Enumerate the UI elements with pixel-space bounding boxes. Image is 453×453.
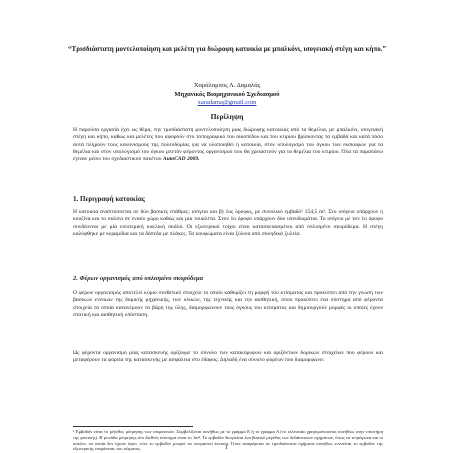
author-affiliation: Μηχανικός Βιομηχανικού Σχεδιασμού <box>174 90 280 98</box>
page-number: 1 <box>225 445 228 451</box>
abstract-body: Η παρούσα εργασία έχει ως θέμα, την τρισδιάστατη μοντελοποίηση μιας διώροφης κατοικίας από τα θεμέλια, με μπαλκόνι, ισογειακή στέγη και κήπο, καθώς και μελέτες που αφορούν στο τοπογραφικό του οικοπέδου και του κτιρίου βρίσκοντας τα εμβαδά και κατά πόσο αυτά πληρούν τους κανονισμούς της πολεοδομίας για να υλοποιηθεί η κατοικία, στον υπολογισμό του όγκου των εκσκαφών για τα θεμέλια και στον υπολογισμό του όγκου μπετόν φέροντος οργανισμού που θα χρειαστούν για τα θεμέλια του κτιρίου. Όλα τα παραπάνω έγιναν μέσω του σχεδιαστικού πακέτου <box>73 127 383 163</box>
author-name: Χαράλαμπος Λ. Δαμαλάς <box>193 82 261 89</box>
abstract-heading: Περίληψη <box>210 112 244 121</box>
section1-text: Η κατοικία αναπτύσσεται σε δύο βασικές στάθμες: ισόγειο και β) 1ος όροφος, με συνολικό εμβαδό¹ 154,5 m². Στο ισόγειο υπάρχουν η κουζίνα και το σαλόνι σε ενιαίο χώρο καθώς και μία τουαλέτα. Στον 1ο όροφο υπάρχουν δύο υπνοδωμάτια. Το ισόγειο με τον 1ο όροφο συνδέονται με μία εσωτερική κυκλική σκάλα. Οι εξωτερικοί τοίχοι είναι κατασκευασμένοι από οπλισμένο σκυρόδεμα. Η στέγη καλύφθηκε με κεραμίδια και τα δάπεδα με πλάκες. Τα κουφώματα είναι ξύλινα από σουηδικά ξυλεία. <box>73 209 383 237</box>
section2-heading: 2. Φέρων οργανισμός από οπλισμένο σκυρόδεμα <box>73 275 204 282</box>
author-block <box>66 82 388 108</box>
paper-title: “Τρισδιάστατη μοντελοποίηση και μελέτη για διώροφη κατοικία με μπαλκόνι, ισογειακή στέγη και κήπο.” <box>68 45 386 53</box>
section1-heading: 1. Περιγραφή κατοικίας <box>73 195 145 203</box>
section2-paragraph-2: Ως φέροντα οργανισμό μίας κατασκευής ορίζουμε το σύνολο των κατακόρυφων και οριζόντιων δομικών στοιχείων που φέρουν και μεταφέρουν τα φορτία της κατασκευής με ασφάλεια στο έδαφος. Δηλαδή ένα σύνολο φορέων που διαμορφώνει <box>73 350 383 364</box>
software-name: AutoCAD 2009. <box>162 156 200 163</box>
author-email-link[interactable]: xaradama@gmail.com <box>197 99 257 106</box>
section2-paragraph-1: Ο φέρων οργανισμός αποτελεί κύριο συνθετικό στοιχείο το οποίο καθορίζει τη μορφή του κτίσματος και προκύπτει από την γνώση των βασικών εννοιών της δομικής μηχανικής, των υλικών, της τεχνικής και την αισθητική, όπου προκύπτει ένα σύστημα από φέροντα στοιχεία τα οποία κατανέμουν τα βάρη της ύλης, διαμορφώνουν τους όγκους του κτίσματος και δημιουργούν μορφές οι οποίες έχουν στατική και αισθητική υπόσταση. <box>73 290 383 318</box>
footnote-divider <box>73 426 193 427</box>
abstract-text <box>73 127 383 163</box>
footnote-1: ¹ Εμβαδόν είναι το μέγεθος μέτρησης των επιφανειών. Συμβολίζεται συνήθως με το γράμμα Ε ή το γράμμα Α (το τελευταίο χρησιμοποιείται συνήθως στην επιστήμη της φυσικής). Η μονάδα μέτρησης στο διεθνές σύστημα είναι το 1m². Το εμβαδόν θεωρείται ένα βασικό μέγεθος των διδιάστατων σχημάτων, όπως τα τετράγωνα και οι κύκλοι, τα οποία δεν έχουν όγκο, τότε το εμβαδόν μπορεί να ονομαστεί έκταση. Όταν αναφέρεται σε τρισδιάστατα σχήματα συνήθως εννοείται το εμβαδόν της εξωτερικής επιφάνειας του σώματος. <box>73 429 383 452</box>
